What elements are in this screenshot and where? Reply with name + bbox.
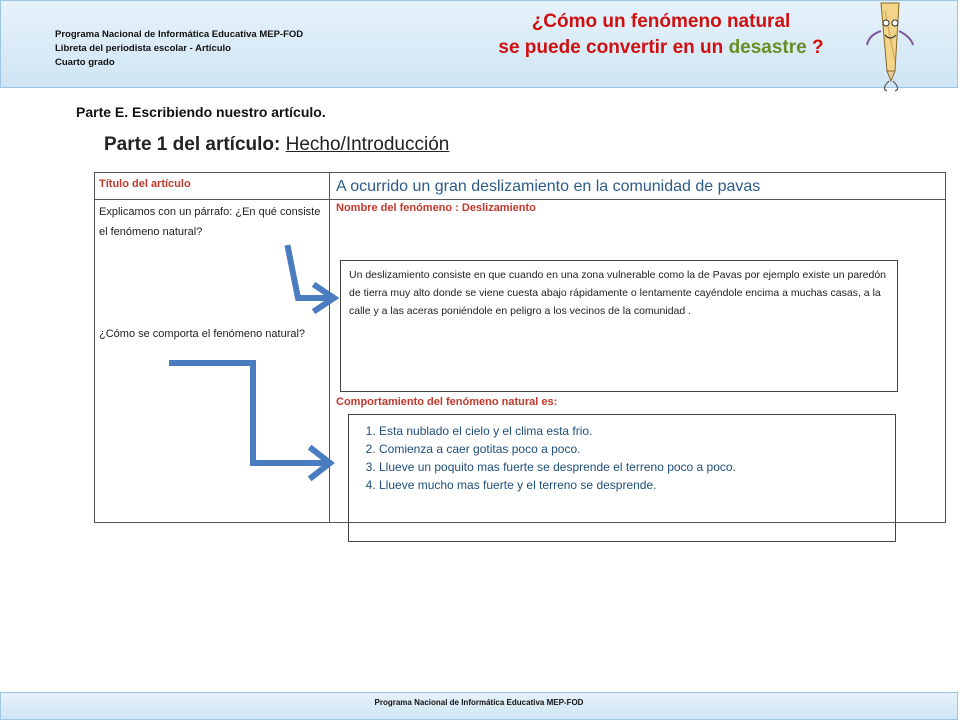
title-suffix: ? [812,37,824,58]
page-title-line2 [441,35,881,61]
header-info [55,28,303,70]
content-row [95,200,946,523]
title-label-cell [95,173,330,200]
part-e-heading: Parte E. Escribiendo nuestro artículo. [76,104,326,120]
behavior-item: 3. Llueve un poquito mas fuerte se desprende el terreno poco a poco. [379,458,887,476]
behavior-list [357,422,887,494]
question-what-is: Explicamos con un párrafo: ¿En qué consiste el fenómeno natural? [99,206,321,238]
behavior-label: Comportamiento del fenómeno natural es: [336,396,558,408]
answers-cell [330,200,946,523]
pencil-mascot-icon [859,1,929,93]
page-title [441,9,881,61]
article-table [94,172,946,523]
behavior-item: 1. Esta nublado el cielo y el clima esta frio. [379,422,887,440]
explanation-box: Un deslizamiento consiste en que cuando en una zona vulnerable como la de Pavas por ejemplo existe un paredón de tierra muy alto donde se viene cuesta abajo rápidamente o lentamente cayéndole encima a muchas casas, a la calle y a las aceras poniéndole en peligro a los vecinos de la comunidad . [340,260,898,392]
part1-heading [104,134,449,156]
questions-wrapper [95,200,329,522]
title-value-cell [330,173,946,200]
part1-label: Parte 1 del artículo: [104,134,281,155]
title-row [95,173,946,200]
article-title: A ocurrido un gran deslizamiento en la comunidad de pavas [336,178,761,195]
title-label: Título del artículo [99,178,191,190]
behavior-item: 4. Llueve mucho mas fuerte y el terreno se desprende. [379,476,887,494]
behavior-item: 2. Comienza a caer gotitas poco a poco. [379,440,887,458]
title-desastre: desastre [728,37,807,58]
question-behavior: ¿Cómo se comporta el fenómeno natural? [99,328,306,340]
behavior-box [348,414,896,542]
page-title-line1: ¿Cómo un fenómeno natural [531,11,791,32]
header-line-notebook: Libreta del periodista escolar - Artículo [55,43,231,54]
questions-cell [95,200,330,523]
phenomenon-name: Nombre del fenómeno : Deslizamiento [336,202,536,214]
title-prefix: se puede convertir en un [498,37,724,58]
header-line-program: Programa Nacional de Informática Educativa MEP-FOD [55,29,304,40]
header-line-grade: Cuarto grado [55,57,115,68]
footer-banner: Programa Nacional de Informática Educativa MEP-FOD [0,692,958,720]
header-banner [0,0,958,88]
part1-topic: Hecho/Introducción [285,134,450,155]
